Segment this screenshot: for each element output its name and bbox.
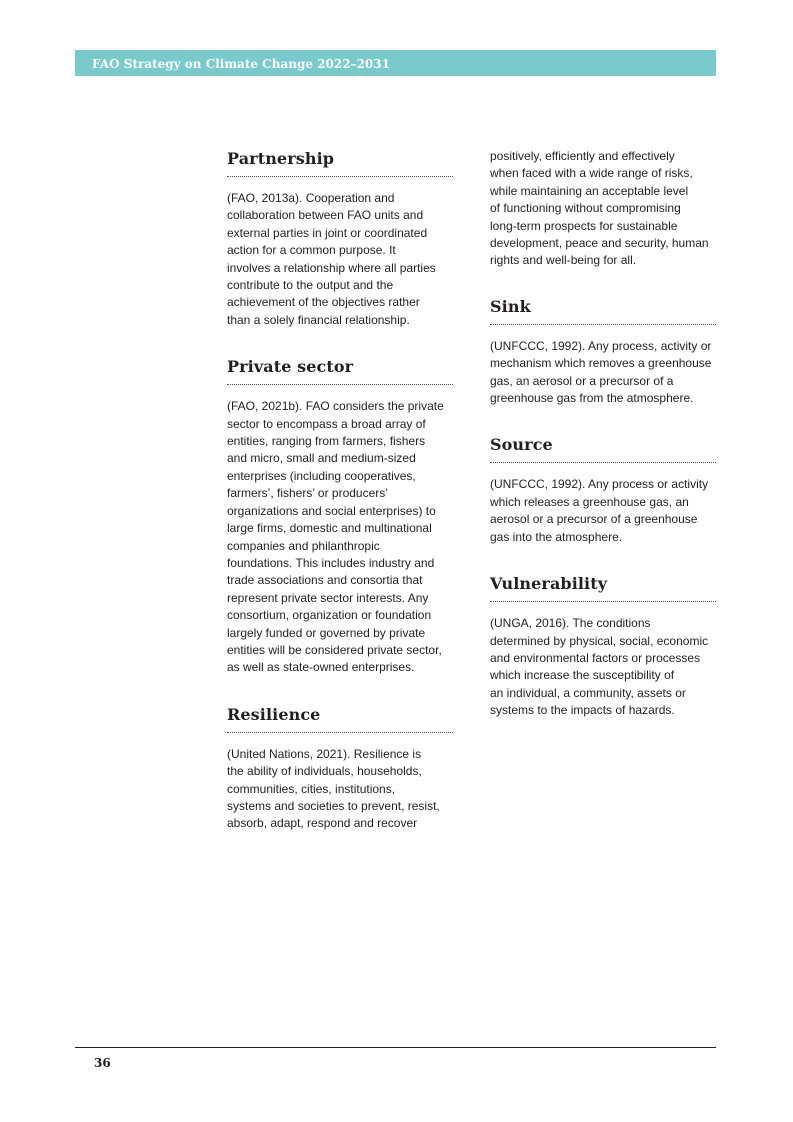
term-heading: Vulnerability [490, 574, 608, 594]
term-heading: Resilience [227, 704, 321, 724]
glossary-entry-vulnerability [490, 574, 718, 719]
footer-divider [75, 1047, 716, 1048]
left-column [227, 138, 453, 861]
term-definition: (FAO, 2013a). Cooperation and collaboration between FAO units and external parties in joint or coordinated action for a common purpose. It involves a relationship where all parties contribute to the output and the achievement of the objectives rather than a solely financial relationship. [227, 191, 436, 327]
right-column [490, 138, 718, 748]
term-heading: Private sector [227, 357, 354, 377]
document-title: FAO Strategy on Climate Change 2022–2031 [92, 57, 390, 71]
term-definition: (UNGA, 2016). The conditions determined by physical, social, economic and environmental factors or processes which increase the susceptibility of an individual, a community, assets or systems to the impacts of hazards. [490, 616, 709, 718]
term-definition: (UNFCCC, 1992). Any process or activity which releases a greenhouse gas, an aerosol or a precursor of a greenhouse gas into the atmosphere. [490, 477, 709, 544]
dotted-divider [227, 176, 453, 177]
term-heading: Sink [490, 296, 531, 316]
dotted-divider [227, 732, 453, 733]
glossary-entry-source [490, 435, 718, 546]
term-heading: Source [490, 435, 553, 455]
glossary-entry-private-sector [227, 357, 453, 677]
header-bar [75, 50, 716, 76]
glossary-entry-sink [490, 297, 718, 408]
term-definition: (United Nations, 2021). Resilience is the ability of individuals, households, communities, cities, institutions, systems and societies to prevent, resist, absorb, adapt, respond and recover [227, 746, 440, 831]
page-number: 36 [94, 1056, 111, 1070]
glossary-entry-partnership [227, 149, 453, 329]
term-definition: (UNFCCC, 1992). Any process, activity or mechanism which removes a greenhouse gas, an aerosol or a precursor of a greenhouse gas from the atmosphere. [490, 338, 712, 406]
glossary-entry-resilience [227, 705, 453, 833]
term-definition: (FAO, 2021b). FAO considers the private sector to encompass a broad array of entities, ranging from farmers, fishers and micro, small and medium-sized enterprises (including cooperatives, farmers’, fishers’ or producers’ organizations and social enterprises) to large firms, domestic and multinational companies and philanthropic foundations. This includes industry and trade associations and consortia that represent private sector interests. Any consortium, organization or foundation largely funded or governed by private entities will be considered private sector, as well as state-owned enterprises. [227, 399, 444, 675]
term-heading: Partnership [227, 149, 335, 168]
dotted-divider [490, 601, 716, 602]
dotted-divider [227, 384, 453, 385]
dotted-divider [490, 324, 716, 325]
dotted-divider [490, 462, 716, 463]
resilience-definition-continued: positively, efficiently and effectively when faced with a wide range of risks, while maintaining an acceptable level of functioning without compromising long-term prospects for sustainable development, peace and security, human rights and well-being for all. [490, 149, 709, 268]
